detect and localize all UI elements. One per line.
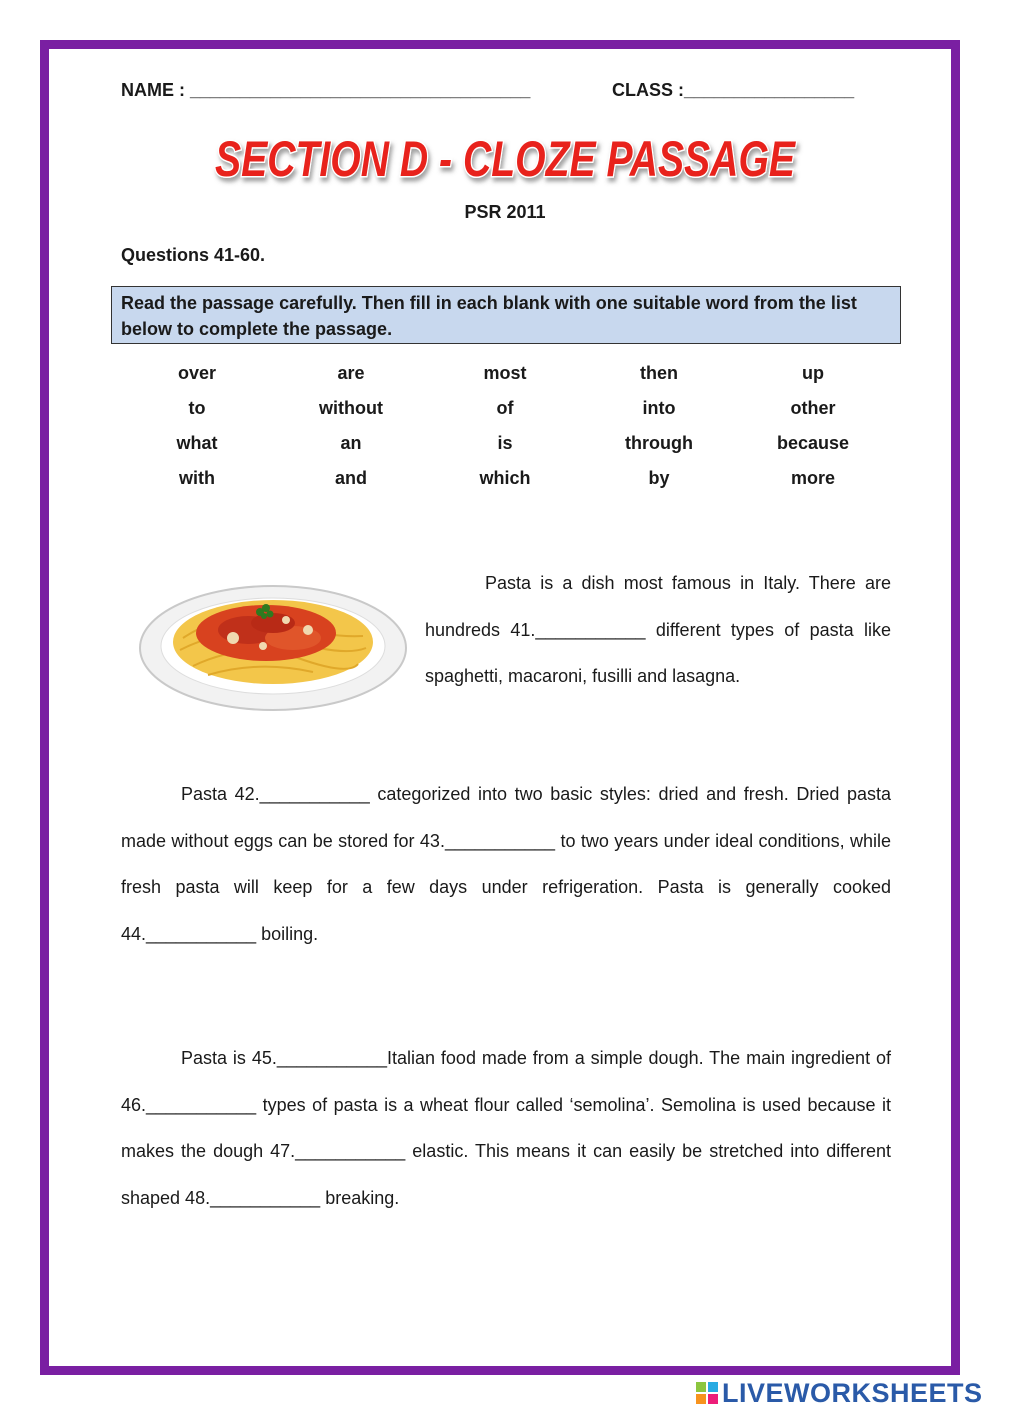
passage-paragraph-2 (121, 771, 891, 957)
word-list-item: most (483, 363, 527, 383)
brand-name: LIVEWORKSHEETS (722, 1377, 983, 1408)
word-list-item: because (776, 433, 850, 453)
liveworksheets-logo (696, 1378, 983, 1408)
word-list-item: more (790, 468, 835, 488)
word-list-item: without (319, 398, 383, 418)
word-list-item: of (496, 398, 514, 418)
word-list-item: with (179, 468, 215, 488)
pasta-plate-icon (138, 578, 408, 713)
word-list-item: up (802, 363, 824, 383)
section-title (200, 118, 810, 196)
word-list-item: through (625, 433, 693, 453)
word-list-item: to (188, 398, 206, 418)
word-list-item: are (337, 363, 365, 383)
word-list-item: then (640, 363, 678, 383)
questions-range: Questions 41-60. (121, 245, 266, 265)
word-list-item: other (790, 398, 836, 418)
instruction-box (111, 286, 901, 344)
passage-paragraph-3 (121, 1035, 891, 1221)
section-title-graphic (200, 118, 810, 196)
paragraph-2-text: Pasta 42.___________ categorized into two basic styles: dried and fresh. Dried pasta made without eggs can be stored for 43.___________ to two years under ideal conditions, while fresh pasta will keep for a few days under refrigeration. Pasta is generally cooked 44.___________ boiling. (121, 784, 891, 944)
word-list-item: what (176, 433, 218, 453)
word-list-item: by (648, 468, 670, 488)
word-list-item: into (642, 398, 676, 418)
passage-paragraph-1 (425, 560, 891, 700)
instruction-text: Read the passage carefully. Then fill in each blank with one suitable word from the list below to complete the passage. (121, 293, 857, 339)
word-list-item: over (177, 363, 217, 383)
paragraph-1-text: Pasta is a dish most famous in Italy. There are hundreds 41.___________ different types of pasta like spaghetti, macaroni, fusilli and lasagna. (425, 573, 891, 686)
word-list-item: and (334, 468, 367, 488)
section-title-text: SECTION D - CLOZE PASSAGE (215, 131, 797, 187)
name-field: NAME : __________________________________ (121, 80, 531, 100)
word-list-item: which (479, 468, 531, 488)
logo-mark-icon (696, 1382, 718, 1404)
exam-year: PSR 2011 (464, 202, 546, 222)
paragraph-3-text: Pasta is 45.___________Italian food made from a simple dough. The main ingredient of 46.___________ types of pasta is a wheat flour called ‘semolina’. Semolina is used because it makes the dough 47.___________ elastic. This means it can easily be stretched into different shaped 48.___________ breaking. (121, 1048, 891, 1208)
word-list-item: an (340, 433, 362, 453)
word-list (120, 361, 890, 490)
class-field: CLASS :_________________ (612, 80, 855, 100)
word-list-item: is (497, 433, 513, 453)
